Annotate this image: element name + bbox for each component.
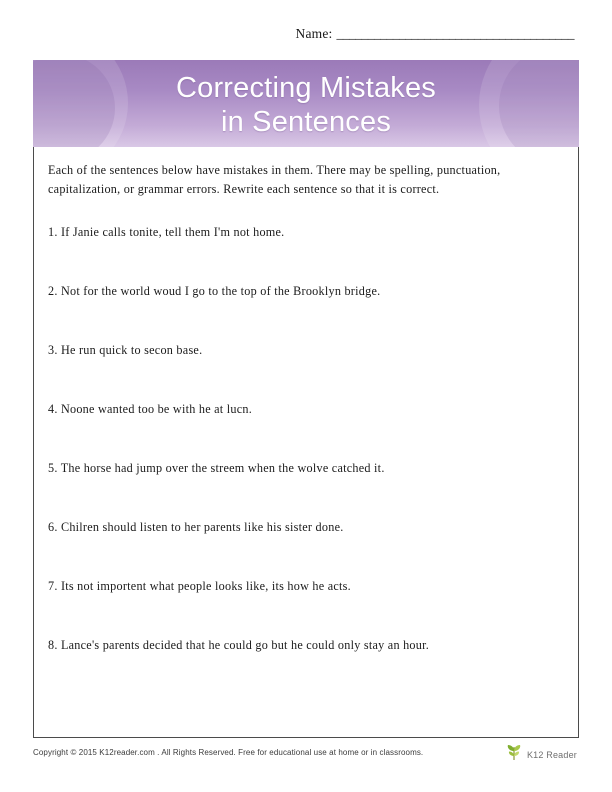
list-item: 5. The horse had jump over the streem when the wolve catched it. — [48, 461, 385, 475]
list-item: 7. Its not importent what people looks like, its how he acts. — [48, 579, 351, 593]
instructions-text: Each of the sentences below have mistakes in them. There may be spelling, punctuation, capitalization, or grammar errors. Rewrite each sentence so that it is correct. — [48, 163, 501, 196]
name-field — [296, 26, 575, 42]
list-item: 6. Chilren should listen to her parents like his sister done. — [48, 520, 344, 534]
name-label: Name: — [295, 26, 333, 41]
list-item: 2. Not for the world woud I go to the top of the Brooklyn bridge. — [48, 284, 381, 298]
list-item: 1. If Janie calls tonite, tell them I'm not home. — [48, 225, 285, 239]
question-list — [48, 224, 560, 696]
list-item: 8. Lance's parents decided that he could go but he could only stay an hour. — [48, 638, 430, 652]
copyright-text: Copyright © 2015 K12reader.com . All Rights Reserved. Free for educational use at home or in classrooms. — [33, 748, 424, 757]
leaf-icon — [504, 742, 524, 767]
page-title — [33, 60, 579, 139]
logo-text: K12 Reader — [526, 749, 577, 760]
list-item: 3. He run quick to secon base. — [48, 343, 203, 357]
page-footer — [33, 744, 579, 774]
title-banner — [33, 60, 579, 147]
page-title-line1: Correcting Mistakes — [175, 72, 437, 104]
k12reader-logo — [504, 742, 577, 767]
worksheet-body — [33, 147, 579, 738]
list-item: 4. Noone wanted too be with he at lucn. — [48, 402, 253, 416]
name-blank-line: ______________________________________ — [336, 26, 574, 41]
page-title-line2: in Sentences — [220, 106, 392, 138]
